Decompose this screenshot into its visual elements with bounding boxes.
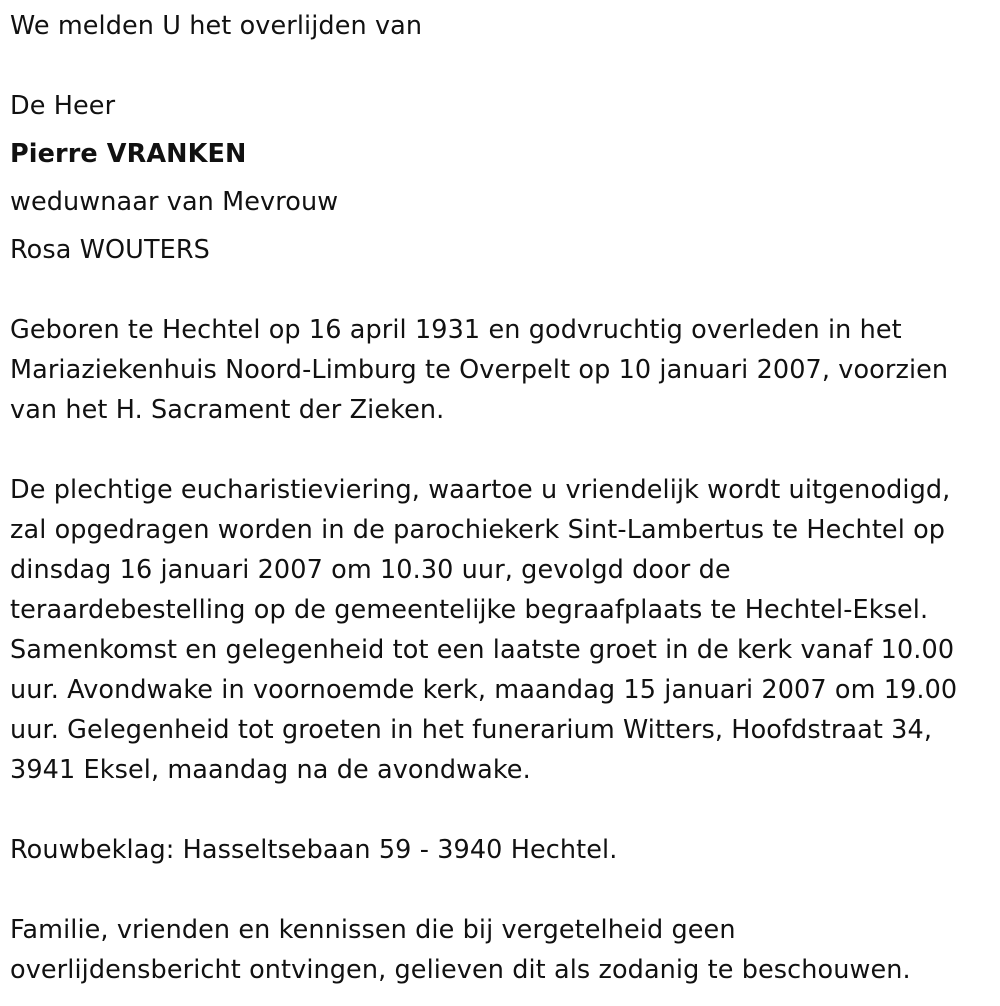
paragraph-line: dinsdag 16 januari 2007 om 10.30 uur, gevolgd door de <box>10 555 731 585</box>
paragraph-line: uur. Avondwake in voornoemde kerk, maandag 15 januari 2007 om 19.00 <box>10 675 958 705</box>
salutation: De Heer <box>10 91 116 121</box>
paragraph-line: uur. Gelegenheid tot groeten in het funerarium Witters, Hoofdstraat 34, <box>10 715 933 745</box>
paragraph-line: van het H. Sacrament der Zieken. <box>10 395 445 425</box>
birth-death-paragraph <box>10 310 995 430</box>
relation-text: weduwnaar van Mevrouw <box>10 187 339 217</box>
ceremony-paragraph <box>10 470 995 790</box>
condolence-address: Rouwbeklag: Hasseltsebaan 59 - 3940 Hechtel. <box>10 835 618 865</box>
paragraph-line: Mariaziekenhuis Noord-Limburg te Overpelt op 10 januari 2007, voorzien <box>10 355 949 385</box>
paragraph-line: Samenkomst en gelegenheid tot een laatste groet in de kerk vanaf 10.00 <box>10 635 955 665</box>
deceased-name: Pierre VRANKEN <box>10 139 247 169</box>
spouse-name: Rosa WOUTERS <box>10 235 210 265</box>
closing-paragraph <box>10 910 995 990</box>
paragraph-line: De plechtige eucharistieviering, waartoe u vriendelijk wordt uitgenodigd, <box>10 475 951 505</box>
intro-text: We melden U het overlijden van <box>10 11 423 41</box>
paragraph-line: overlijdensbericht ontvingen, gelieven dit als zodanig te beschouwen. <box>10 955 911 985</box>
paragraph-line: teraardebestelling op de gemeentelijke begraafplaats te Hechtel-Eksel. <box>10 595 929 625</box>
paragraph-line: zal opgedragen worden in de parochiekerk Sint-Lambertus te Hechtel op <box>10 515 946 545</box>
paragraph-line: Familie, vrienden en kennissen die bij vergetelheid geen <box>10 915 736 945</box>
paragraph-line: 3941 Eksel, maandag na de avondwake. <box>10 755 531 785</box>
paragraph-line: Geboren te Hechtel op 16 april 1931 en godvruchtig overleden in het <box>10 315 902 345</box>
